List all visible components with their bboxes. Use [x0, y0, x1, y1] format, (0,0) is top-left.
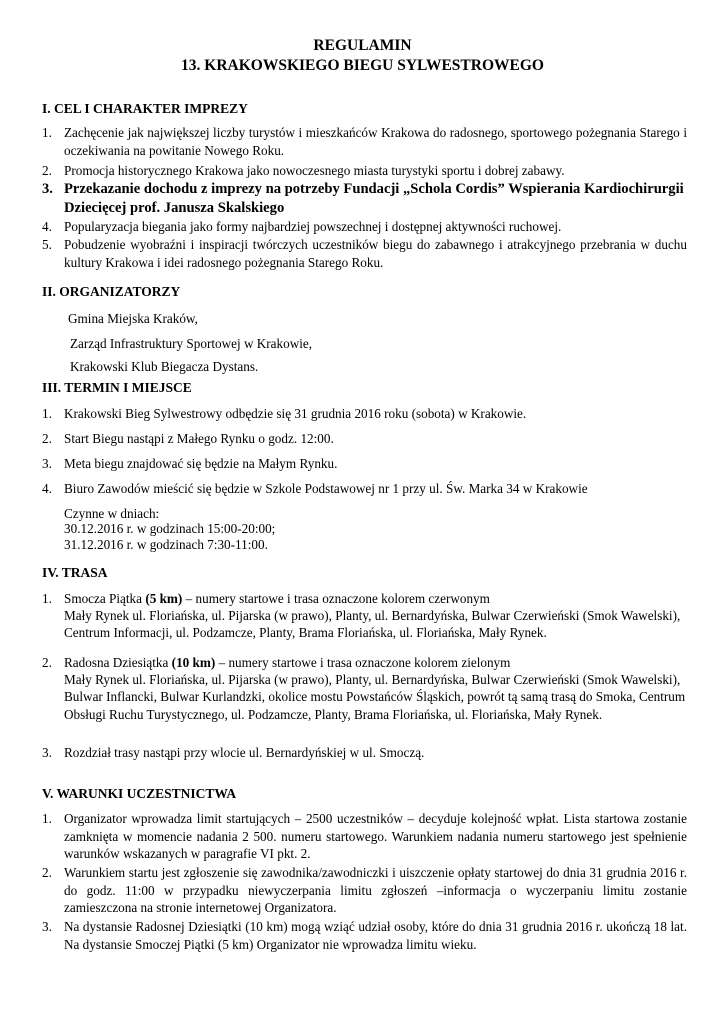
route-name: Radosna Dziesiątka: [64, 655, 172, 670]
list-item: 3. Meta biegu znajdować się będzie na Małym Rynku.: [42, 456, 338, 471]
route-path: Mały Rynek ul. Floriańska, ul. Pijarska (w prawo), Planty, ul. Bernardyńska, Bulwar Czerwieński (Smok Wawelski), Centrum Informacji, ul. Podzamcze, Planty, Brama Floriańska, ul. Floriańska, Mały Rynek.: [64, 607, 681, 640]
list-item: 3. Na dystansie Radosnej Dziesiątki (10 km) mogą wziąć udział osoby, które do dnia 31 grudnia 2016 r. ukończą 18 lat. Na dystansie Smoczej Piątki (5 km) Organizator nie wprowadza limitu wieku.: [42, 919, 687, 952]
list-item: 4. Biuro Zawodów mieścić się będzie w Szkole Podstawowej nr 1 przy ul. Św. Marka 34 w Krakowie: [42, 481, 588, 496]
list-item: 2. Warunkiem startu jest zgłoszenie się zawodnika/zawodniczki i uiszczenie opłaty startowej do dnia 31 grudnia 2016 r. do godz. 11:00 w przypadku niewyczerpania limitu zgłoszeń –informacja o wyczerpaniu limitu zostanie zamieszczona na stronie internetowej Organizatora.: [42, 865, 687, 915]
organizer-name: Krakowski Klub Biegacza Dystans.: [70, 359, 259, 374]
route-name: Smocza Piątka: [64, 591, 146, 606]
list-item: 1. Organizator wprowadza limit startujących – 2500 uczestników – decyduje kolejność wpłat. Lista startowa zostanie zamknięta w momencie nadania 2 500. numeru startowego. Warunkiem nadania numeru startowego jest spełnienie warunków wskazanych w paragrafie VI pkt. 2.: [42, 811, 687, 861]
list-item: 4. Popularyzacja biegania jako formy najbardziej powszechnej i dostępnej aktywności ruchowej.: [42, 219, 562, 234]
route-distance: (5 km): [145, 591, 183, 606]
section-heading-conditions: V. WARUNKI UCZESTNICTWA: [42, 786, 237, 801]
office-hours-label: Czynne w dniach:: [64, 506, 160, 521]
route-description: – numery startowe i trasa oznaczone kolorem czerwonym: [182, 591, 490, 606]
list-item-highlighted: 3. Przekazanie dochodu z imprezy na potrzeby Fundacji „Schola Cordis” Wspierania Kardiochirurgii Dziecięcej prof. Janusza Skalskiego: [42, 181, 684, 216]
section-heading-date-place: III. TERMIN I MIEJSCE: [42, 380, 192, 395]
list-item: 5. Pobudzenie wyobraźni i inspiracji twórczych uczestników biegu do zabawnego i atrakcyjnego przebrania w duchu kultury Krakowa i idei radosnego pożegnania Starego Roku.: [42, 237, 687, 270]
office-hours-line: 30.12.2016 r. w godzinach 15:00-20:00;: [64, 521, 276, 536]
section-heading-goals: I. CEL I CHARAKTER IMPREZY: [42, 101, 248, 116]
list-item: 1. Krakowski Bieg Sylwestrowy odbędzie się 31 grudnia 2016 roku (sobota) w Krakowie.: [42, 406, 527, 421]
office-hours-line: 31.12.2016 r. w godzinach 7:30-11:00.: [64, 537, 268, 552]
list-item: 2. Start Biegu nastąpi z Małego Rynku o godz. 12:00.: [42, 431, 334, 446]
route-distance: (10 km): [171, 655, 216, 670]
list-item: 1. Zachęcenie jak największej liczby turystów i mieszkańców Krakowa do radosnego, sportowego pożegnania Starego i oczekiwania na powitanie Nowego Roku.: [42, 125, 687, 158]
route-item: 1. Smocza Piątka (5 km) – numery startowe i trasa oznaczone kolorem czerwonym Mały Rynek ul. Floriańska, ul. Pijarska (w prawo), Planty, ul. Bernardyńska, Bulwar Czerwieński (Smok Wawelski), Centrum Informacji, ul. Podzamcze, Planty, Brama Floriańska, ul. Floriańska, Mały Rynek.: [42, 590, 687, 642]
document-subtitle: 13. KRAKOWSKIEGO BIEGU SYLWESTROWEGO: [181, 57, 544, 74]
route-item: 2. Radosna Dziesiątka (10 km) – numery startowe i trasa oznaczone kolorem zielonym Mały Rynek ul. Floriańska, ul. Pijarska (w prawo), Planty, ul. Bernardyńska, Bulwar Czerwieński (Smok Wawelski), Bulwar Inflancki, Bulwar Kurlandzki, okolice mostu Powstańców Śląskich, powrót tą samą trasą do Smoka, Centrum Obsługi Ruchu Turystycznego, ul. Podzamcze, Planty, Brama Floriańska, ul. Floriańska, Mały Rynek.: [42, 655, 686, 722]
list-item: 2. Promocja historycznego Krakowa jako nowoczesnego miasta turystyki sportu i dobrej zabawy.: [42, 163, 565, 178]
list-item: 3. Rozdział trasy nastąpi przy wlocie ul. Bernardyńskiej w ul. Smoczą.: [42, 745, 425, 760]
document-title: REGULAMIN: [313, 37, 412, 54]
section-heading-route: IV. TRASA: [42, 565, 108, 580]
route-description: – numery startowe i trasa oznaczone kolorem zielonym: [215, 655, 511, 670]
route-path: Mały Rynek ul. Floriańska, ul. Pijarska (w prawo), Planty, ul. Bernardyńska, Bulwar Czerwieński (Smok Wawelski), Bulwar Inflancki, Bulwar Kurlandzki, okolice mostu Powstańców Śląskich, powrót tą samą trasą do Smoka, Centrum Obsługi Ruchu Turystycznego, ul. Podzamcze, Planty, Brama Floriańska, ul. Floriańska, Mały Rynek.: [64, 671, 686, 722]
organizer-name: Zarząd Infrastruktury Sportowej w Krakowie,: [70, 336, 313, 351]
section-heading-organizers: II. ORGANIZATORZY: [42, 284, 181, 299]
organizer-name: Gmina Miejska Kraków,: [68, 311, 198, 326]
